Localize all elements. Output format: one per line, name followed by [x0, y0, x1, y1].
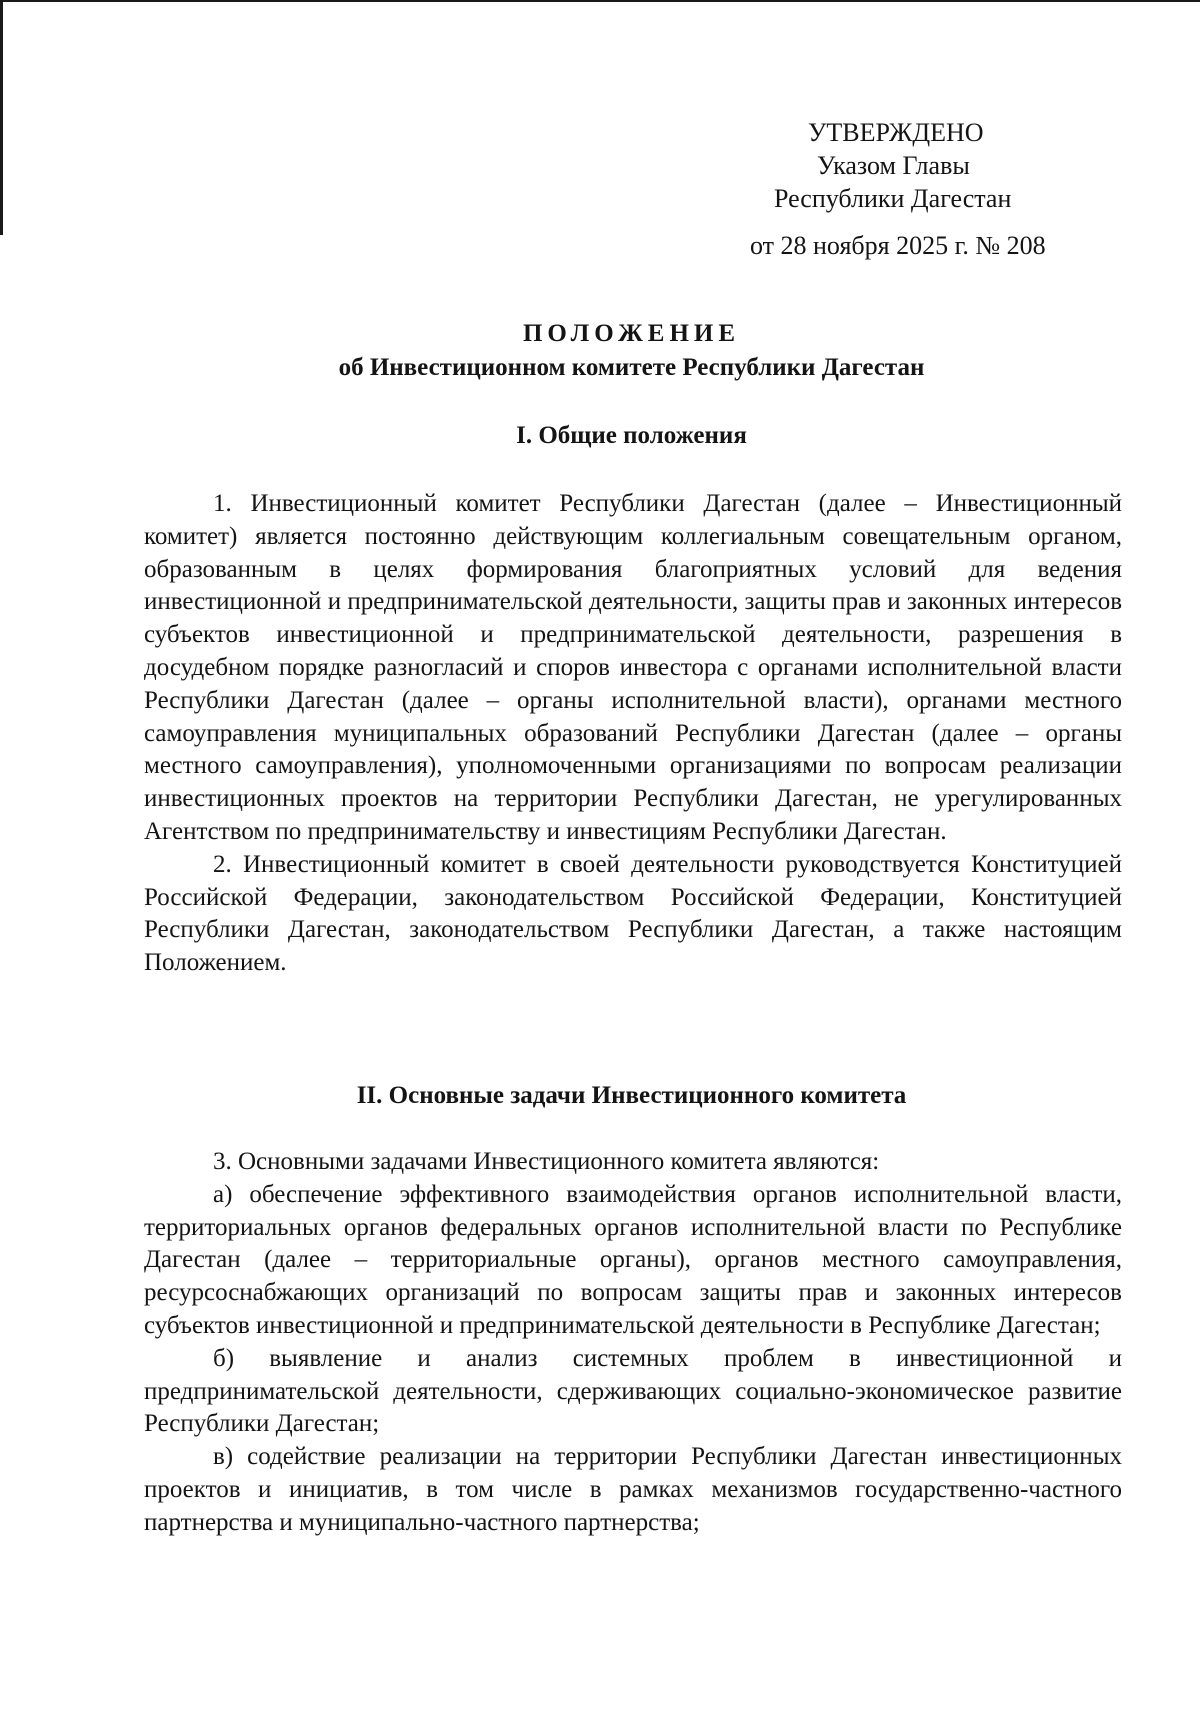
- paragraph-3-intro: 3. Основными задачами Инвестиционного комитета являются:: [213, 1148, 880, 1175]
- approval-block: [750, 116, 1120, 262]
- document-title: ПОЛОЖЕНИЕ: [522, 320, 741, 347]
- section-body-general: [144, 488, 1122, 980]
- paragraph-3b: б) выявление и анализ системных проблем в инвестиционной и предпринимательской деятельности, сдерживающих социально-экономическое развитие Республики Дагестан;: [144, 1344, 1122, 1438]
- paragraph-3a: а) обеспечение эффективного взаимодействия органов исполнительной власти, территориальных органов федеральных органов исполнительной власти по Республике Дагестан (далее – территориальные органы), органов местного самоуправления, ресурсоснабжающих организаций по вопросам защиты прав и законных интересов субъектов инвестиционной и предпринимательской деятельности в Республике Дагестан;: [144, 1180, 1122, 1339]
- paragraph-1: 1. Инвестиционный комитет Республики Дагестан (далее – Инвестиционный комитет) является постоянно действующим коллегиальным совещательным органом, образованным в целях формирования благоприятных условий для ведения инвестиционной и предпринимательской деятельности, защиты прав и законных интересов субъектов инвестиционной и предпринимательской деятельности, разрешения в досудебном порядке разногласий и споров инвестора с органами исполнительной власти Республики Дагестан (далее – органы исполнительной власти), органами местного самоуправления муниципальных образований Республики Дагестан (далее – органы местного самоуправления), уполномоченными организациями по вопросам реализации инвестиционных проектов на территории Республики Дагестан, не урегулированных Агентством по предпринимательству и инвестициям Республики Дагестан.: [144, 490, 1122, 845]
- paragraph-3c: в) содействие реализации на территории Республики Дагестан инвестиционных проектов и инициатив, в том числе в рамках механизмов государственно-частного партнерства и муниципально-частного партнерства;: [144, 1443, 1122, 1536]
- paragraph-2: 2. Инвестиционный комитет в своей деятельности руководствуется Конституцией Российской Федерации, законодательством Российской Федерации, Конституцией Республики Дагестан, законодательством Республики Дагестан, а также настоящим Положением.: [144, 850, 1122, 977]
- scan-edge-left: [0, 0, 3, 235]
- approval-date-number: от 28 ноября 2025 г. № 208: [750, 231, 1046, 260]
- scan-edge-top: [0, 0, 1200, 2]
- approval-republic: Республики Дагестан: [774, 184, 1012, 213]
- approval-authority: Указом Главы: [817, 151, 970, 180]
- document-subtitle: об Инвестиционном комитете Республики Дагестан: [338, 354, 925, 381]
- section-heading-tasks: II. Основные задачи Инвестиционного комитета: [356, 1082, 907, 1109]
- section-heading-general: I. Общие положения: [516, 422, 747, 449]
- approval-heading: УТВЕРЖДЕНО: [808, 118, 984, 147]
- section-body-tasks: [144, 1146, 1122, 1540]
